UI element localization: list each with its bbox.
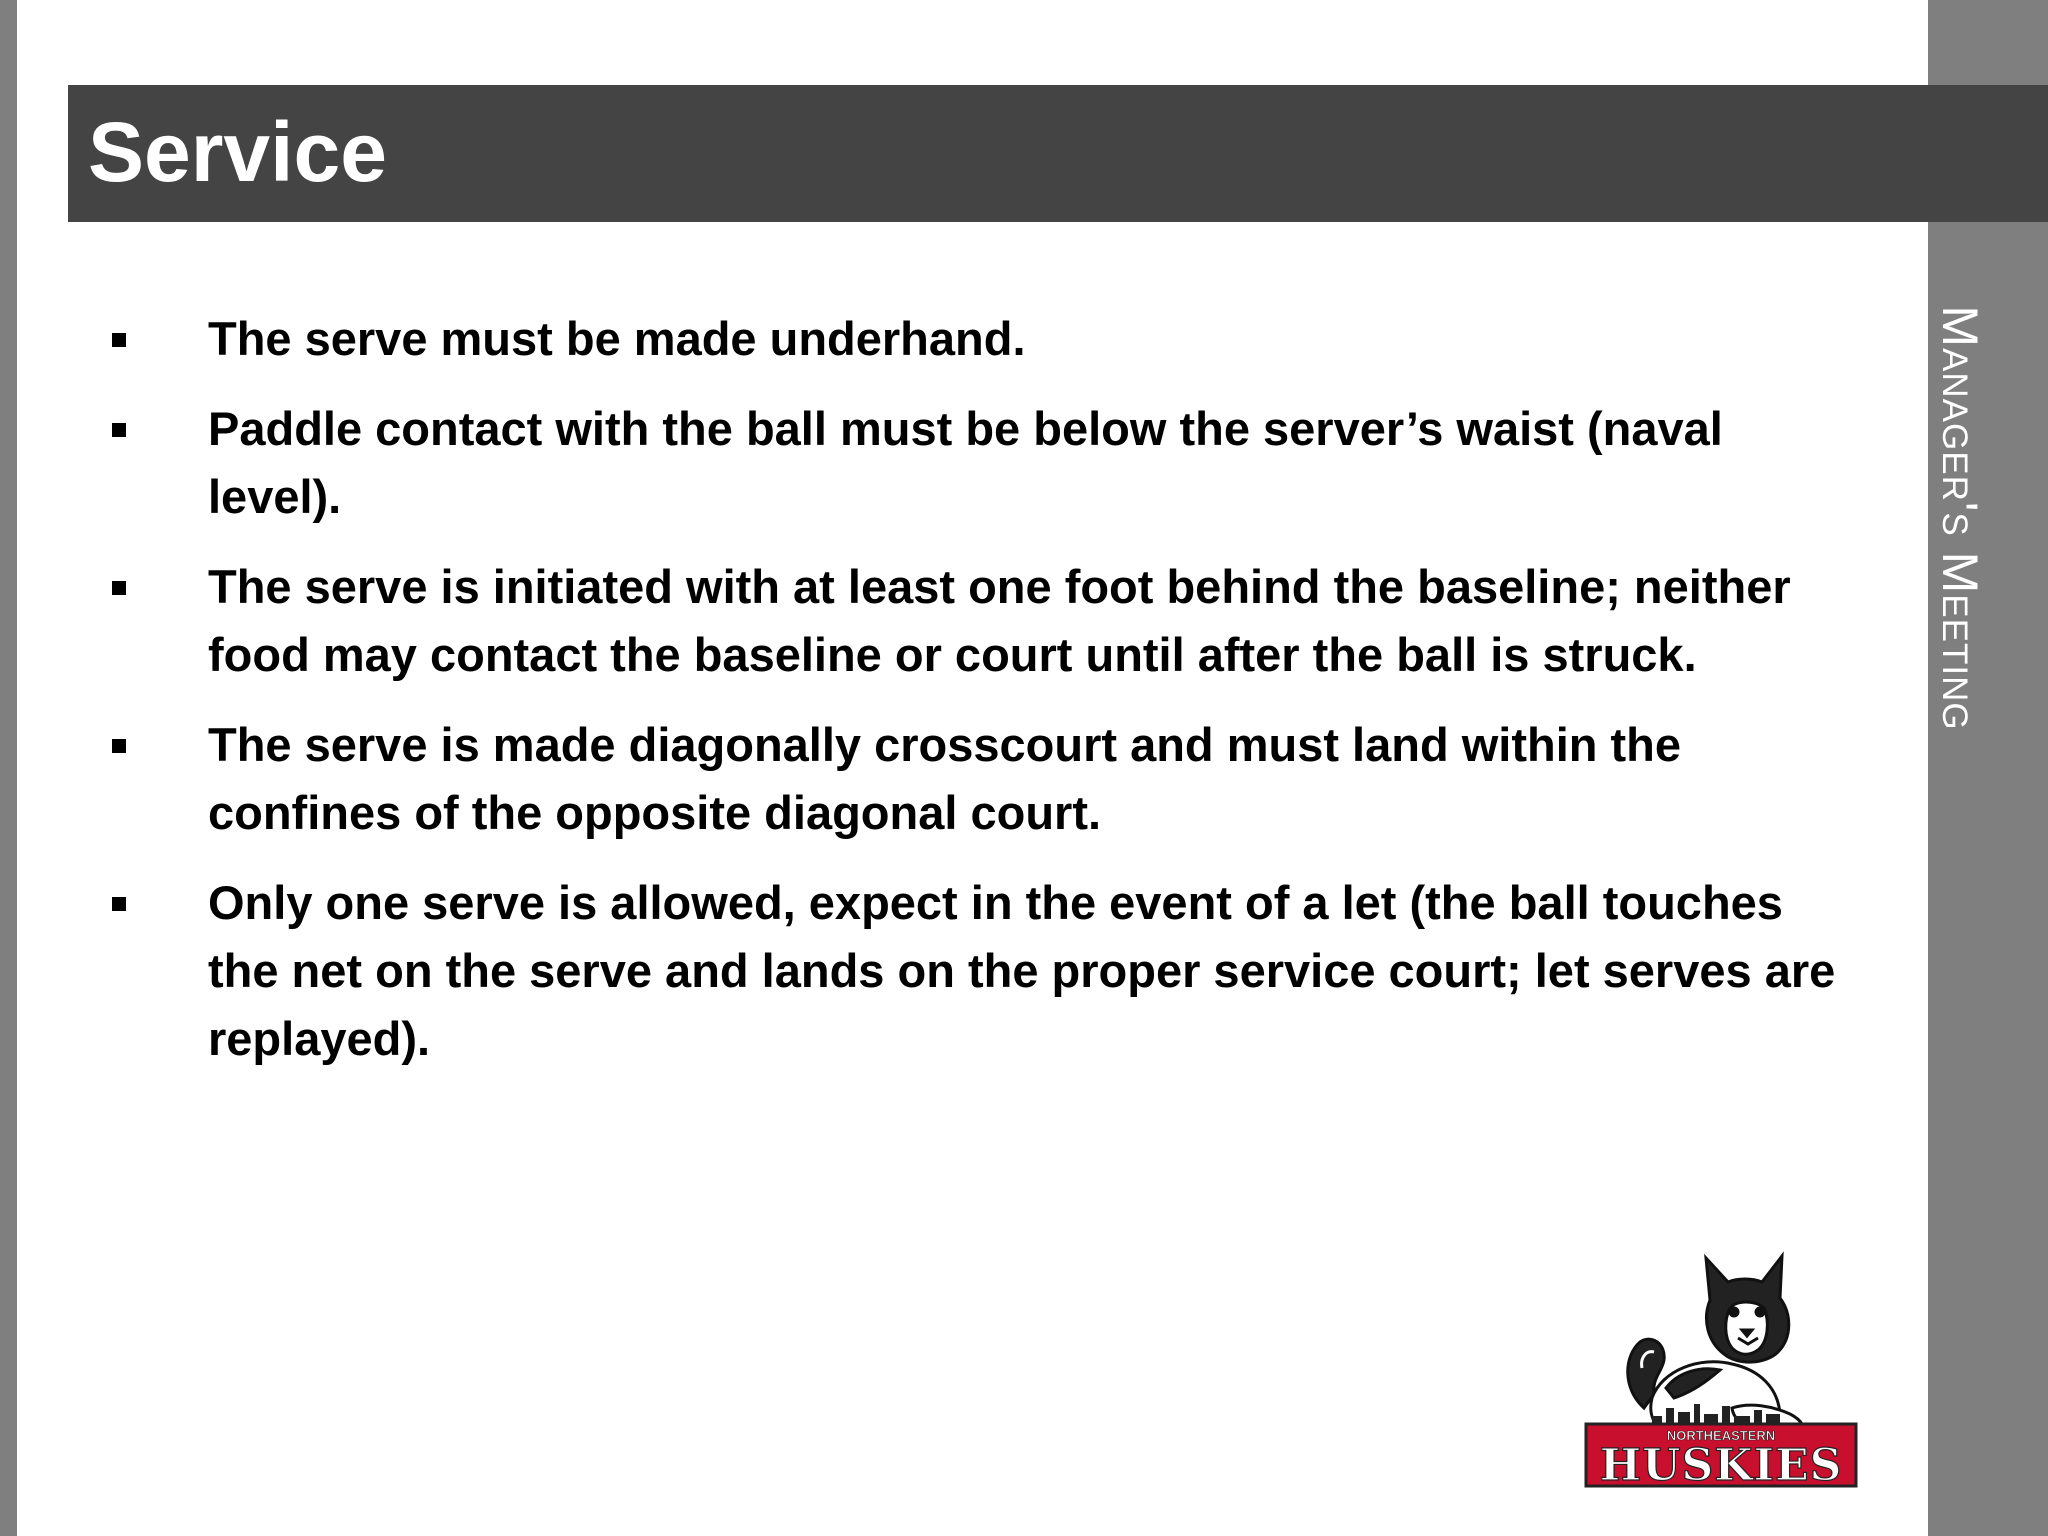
right-sidebar-strip [1928, 0, 2048, 1536]
bullet-item [106, 711, 1866, 847]
square-bullet-icon [112, 581, 126, 595]
logo-top-text: NORTHEASTERN [1666, 1428, 1776, 1443]
bullet-list [106, 305, 1866, 1095]
side-section-label: Manager's Meeting [1932, 305, 1988, 731]
left-border-strip [0, 0, 17, 1536]
bullet-text: The serve must be made underhand. [208, 312, 1026, 365]
square-bullet-icon [112, 897, 126, 911]
bullet-text: The serve is initiated with at least one foot behind the baseline; neither food may contact the baseline or court until after the ball is struck. [208, 560, 1791, 681]
slide-title: Service [88, 105, 387, 199]
logo-bottom-text: HUSKIES [1599, 1440, 1843, 1490]
square-bullet-icon [112, 423, 126, 437]
bullet-item [106, 305, 1866, 373]
husky-mascot-icon [1582, 1238, 1860, 1490]
bullet-text: The serve is made diagonally crosscourt and must land within the confines of the opposite diagonal court. [208, 718, 1682, 839]
northeastern-huskies-logo [1582, 1238, 1860, 1490]
bullet-text: Only one serve is allowed, expect in the event of a let (the ball touches the net on the serve and lands on the proper service court; let serves are replayed). [208, 876, 1836, 1065]
square-bullet-icon [112, 739, 126, 753]
bullet-text: Paddle contact with the ball must be below the server’s waist (naval level). [208, 402, 1723, 523]
bullet-item [106, 553, 1866, 689]
bullet-item [106, 869, 1866, 1073]
square-bullet-icon [112, 333, 126, 347]
bullet-item [106, 395, 1866, 531]
